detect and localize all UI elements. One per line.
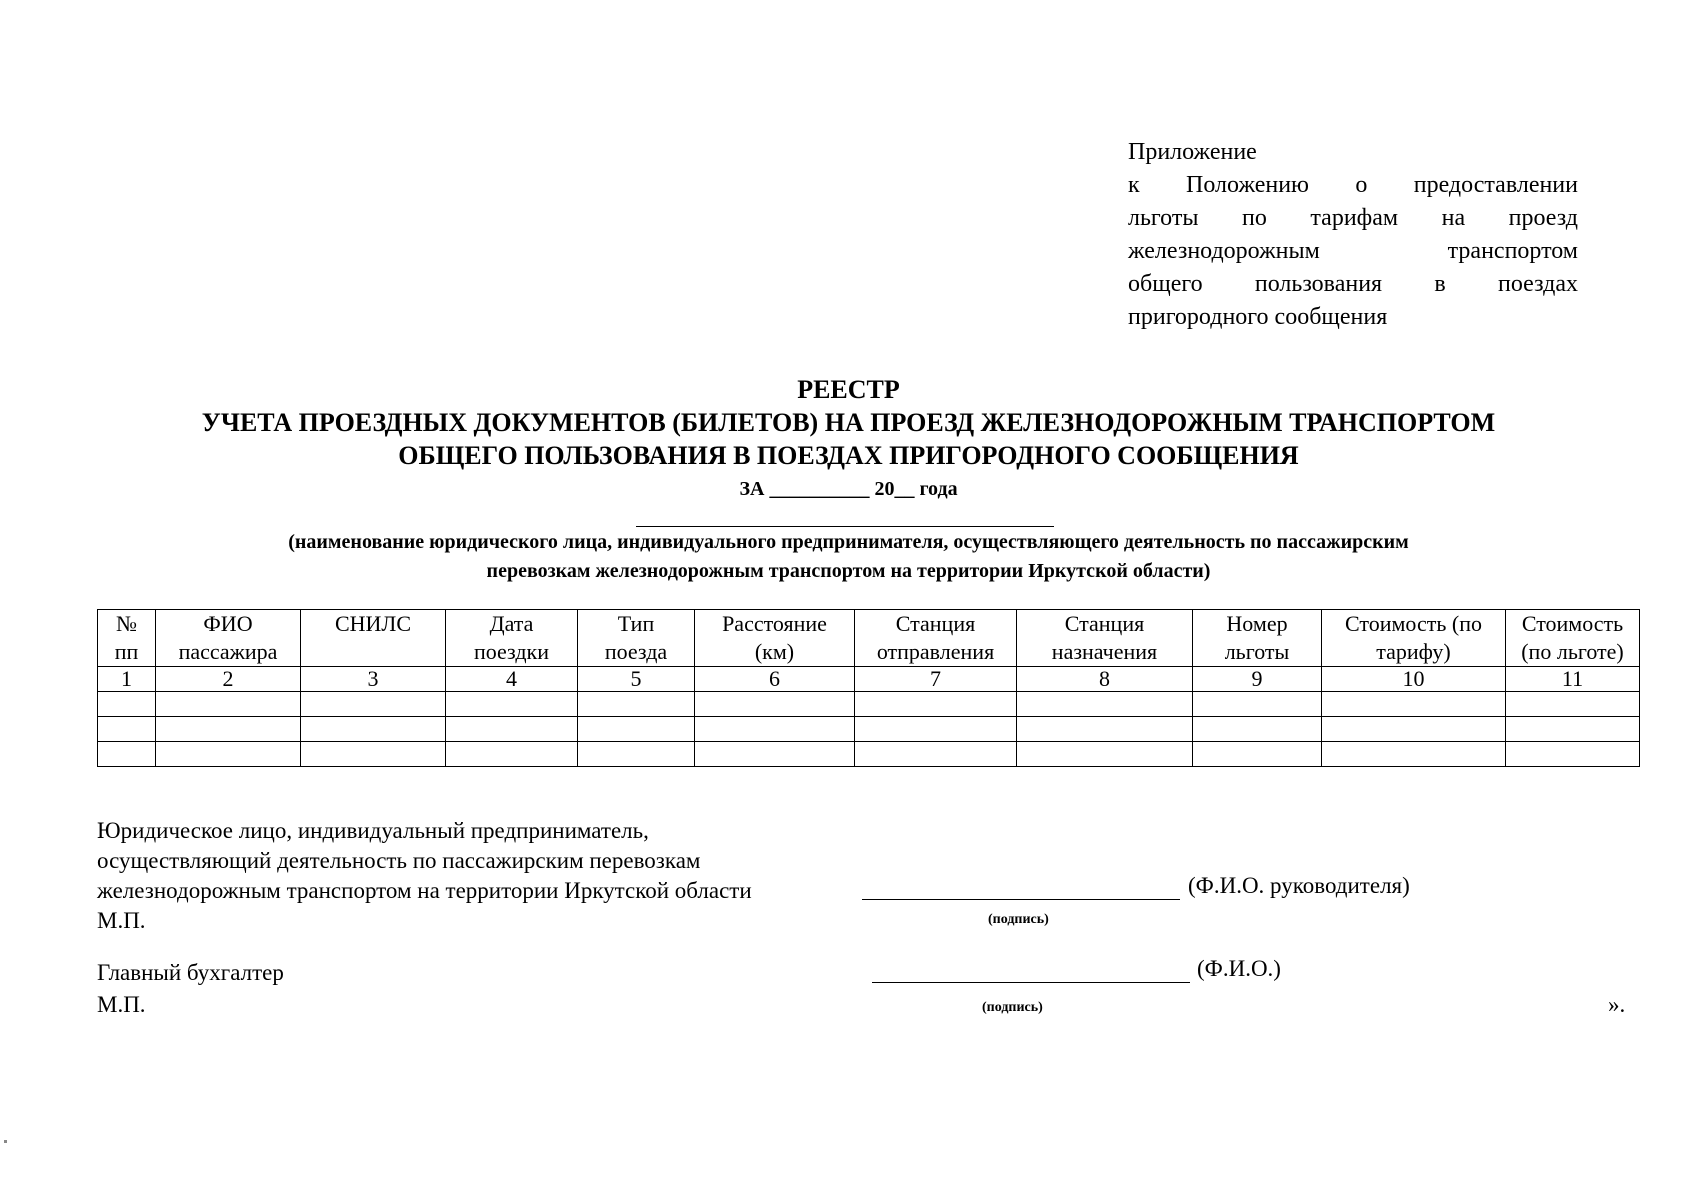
table-cell[interactable] <box>156 742 301 767</box>
table-number-row <box>98 667 1640 692</box>
closing-quote: ». <box>1608 992 1626 1017</box>
table-cell[interactable] <box>446 742 578 767</box>
column-number: 1 <box>98 667 156 692</box>
accountant-label: Главный бухгалтер <box>97 960 284 985</box>
document-title <box>60 374 1637 504</box>
table-cell[interactable] <box>446 717 578 742</box>
column-number: 3 <box>301 667 446 692</box>
column-header-line: пассажира <box>178 639 278 664</box>
column-header <box>98 610 156 667</box>
column-header-line: назначения <box>1051 639 1158 664</box>
column-number: 4 <box>446 667 578 692</box>
column-header-line: Стоимость <box>1521 611 1624 636</box>
table-cell[interactable] <box>156 692 301 717</box>
column-number: 2 <box>156 667 301 692</box>
column-header-line: льготы <box>1224 639 1290 664</box>
column-header <box>301 610 446 667</box>
appendix-line: Приложение <box>1128 139 1257 165</box>
table-cell[interactable] <box>855 717 1017 742</box>
entity-line: осуществляющий деятельность по пассажирским перевозкам <box>97 848 701 873</box>
column-header <box>855 610 1017 667</box>
column-header-line: поездки <box>473 639 550 664</box>
table-cell[interactable] <box>695 742 855 767</box>
column-number: 9 <box>1193 667 1322 692</box>
column-number: 6 <box>695 667 855 692</box>
column-header-line: Станция <box>895 611 976 636</box>
table-cell[interactable] <box>578 742 695 767</box>
table-cell[interactable] <box>98 742 156 767</box>
appendix-note <box>1128 136 1578 334</box>
table-cell[interactable] <box>1193 742 1322 767</box>
column-header <box>695 610 855 667</box>
column-header-line: СНИЛС <box>334 611 412 636</box>
head-fio-label: (Ф.И.О. руководителя) <box>1188 873 1410 898</box>
org-caption-line: (наименование юридического лица, индивидуального предпринимателя, осуществляющего деятельность по пассажирским <box>288 531 1409 553</box>
column-header-line: Расстояние <box>722 611 827 636</box>
table-cell[interactable] <box>301 692 446 717</box>
table-cell[interactable] <box>578 717 695 742</box>
accountant-signature-line[interactable] <box>872 982 1190 983</box>
column-header <box>1193 610 1322 667</box>
table-cell[interactable] <box>1193 717 1322 742</box>
table-row <box>98 742 1640 767</box>
title-line: УЧЕТА ПРОЕЗДНЫХ ДОКУМЕНТОВ (БИЛЕТОВ) НА ПРОЕЗД ЖЕЛЕЗНОДОРОЖНЫМ ТРАНСПОРТОМ <box>201 408 1496 437</box>
appendix-line: к Положению о предоставлении <box>1128 172 1578 198</box>
table-cell[interactable] <box>1506 742 1640 767</box>
table-cell[interactable] <box>98 717 156 742</box>
column-header-line: отправления <box>876 639 995 664</box>
entity-signature-block <box>97 816 817 936</box>
column-header-line: № <box>116 611 137 636</box>
title-registry: РЕЕСТР <box>797 375 900 404</box>
appendix-line: пригородного сообщения <box>1128 304 1388 330</box>
column-header <box>1017 610 1193 667</box>
table-cell[interactable] <box>301 742 446 767</box>
appendix-line: льготы по тарифам на проезд <box>1128 205 1578 231</box>
column-header-line: пп <box>114 639 139 664</box>
table-cell[interactable] <box>1017 692 1193 717</box>
registry-table <box>97 609 1640 767</box>
column-header-line: Дата <box>489 611 534 636</box>
table-cell[interactable] <box>1506 692 1640 717</box>
table-cell[interactable] <box>301 717 446 742</box>
column-number: 10 <box>1322 667 1506 692</box>
column-number: 11 <box>1506 667 1640 692</box>
entity-line: железнодорожным транспортом на территории Иркутской области <box>97 878 752 903</box>
column-header <box>1506 610 1640 667</box>
column-header-line: тарифу) <box>1376 639 1451 664</box>
accountant-stamp-place: М.П. <box>97 992 146 1017</box>
column-number: 8 <box>1017 667 1193 692</box>
column-header <box>156 610 301 667</box>
column-header <box>1322 610 1506 667</box>
table-cell[interactable] <box>98 692 156 717</box>
table-cell[interactable] <box>695 717 855 742</box>
column-header-line: (км) <box>754 639 795 664</box>
table-cell[interactable] <box>695 692 855 717</box>
column-header <box>578 610 695 667</box>
org-caption <box>120 528 1577 586</box>
table-cell[interactable] <box>578 692 695 717</box>
scan-speck <box>4 1140 7 1143</box>
head-signature-line[interactable] <box>862 899 1180 900</box>
table-cell[interactable] <box>1506 717 1640 742</box>
table-cell[interactable] <box>1193 692 1322 717</box>
table-cell[interactable] <box>855 742 1017 767</box>
table-cell[interactable] <box>446 692 578 717</box>
table-row <box>98 717 1640 742</box>
appendix-line: железнодорожным транспортом <box>1128 238 1578 264</box>
table-cell[interactable] <box>1322 742 1506 767</box>
title-line: ОБЩЕГО ПОЛЬЗОВАНИЯ В ПОЕЗДАХ ПРИГОРОДНОГО СООБЩЕНИЯ <box>398 441 1299 470</box>
entity-line: Юридическое лицо, индивидуальный предприниматель, <box>97 818 649 843</box>
signature-caption: (подпись) <box>982 1000 1043 1015</box>
appendix-line: общего пользования в поездах <box>1128 271 1578 297</box>
column-header-line: Тип <box>617 611 655 636</box>
column-header-line: Станция <box>1064 611 1145 636</box>
column-header-line: Номер <box>1226 611 1288 636</box>
table-cell[interactable] <box>1322 692 1506 717</box>
signature-caption: (подпись) <box>988 912 1049 927</box>
table-cell[interactable] <box>156 717 301 742</box>
table-row <box>98 692 1640 717</box>
stamp-place: М.П. <box>97 908 146 933</box>
column-header-line: ФИО <box>203 611 253 636</box>
column-header-line: Стоимость (по <box>1345 611 1482 636</box>
title-period: ЗА __________ 20__ года <box>739 478 958 500</box>
table-cell[interactable] <box>1322 717 1506 742</box>
column-number: 7 <box>855 667 1017 692</box>
accountant-fio-label: (Ф.И.О.) <box>1197 956 1281 981</box>
org-caption-line: перевозкам железнодорожным транспортом на территории Иркутской области) <box>486 560 1211 582</box>
column-number: 5 <box>578 667 695 692</box>
column-header <box>446 610 578 667</box>
table-cell[interactable] <box>1017 742 1193 767</box>
org-name-blank <box>636 526 1054 527</box>
column-header-line: (по льготе) <box>1521 639 1624 664</box>
table-cell[interactable] <box>1017 717 1193 742</box>
table-cell[interactable] <box>855 692 1017 717</box>
table-header-row <box>98 610 1640 667</box>
column-header-line: поезда <box>604 639 668 664</box>
